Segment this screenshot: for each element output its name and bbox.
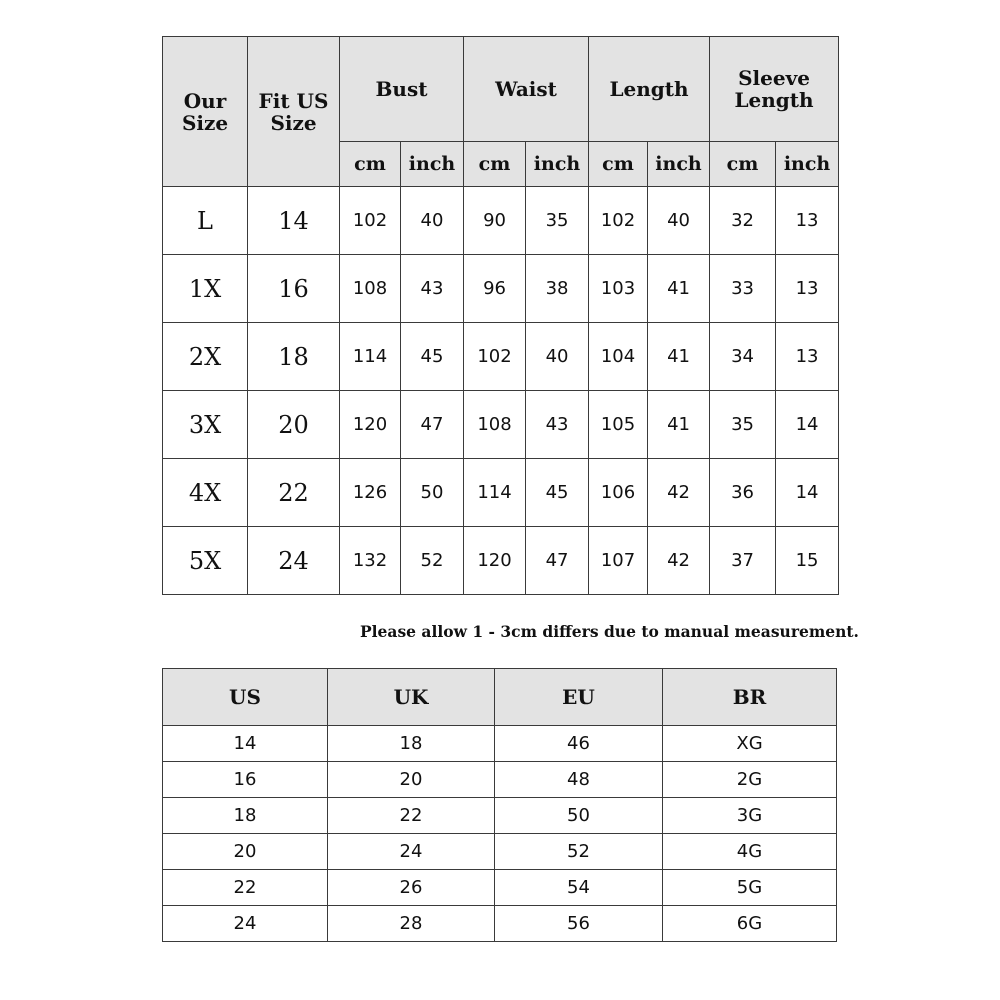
br-cell: 4G: [663, 834, 837, 870]
uk-cell: 20: [328, 762, 495, 798]
bust-inch-cell: 40: [401, 187, 464, 255]
waist-cm-cell: 120: [464, 527, 526, 595]
waist-cm-cell: 102: [464, 323, 526, 391]
length-inch-cell: 40: [648, 187, 710, 255]
sleeve-inch-cell: 15: [776, 527, 839, 595]
header-our-size: Our Size: [163, 37, 248, 187]
length-inch-cell: 41: [648, 391, 710, 459]
length-cm-cell: 103: [589, 255, 648, 323]
us-cell: 16: [163, 762, 328, 798]
us-cell: 20: [163, 834, 328, 870]
uk-cell: 24: [328, 834, 495, 870]
header-length: Length: [589, 37, 710, 142]
eu-cell: 52: [495, 834, 663, 870]
bust-cm-cell: 126: [340, 459, 401, 527]
sleeve-inch-cell: 13: [776, 187, 839, 255]
table-row: [163, 870, 837, 906]
eu-cell: 48: [495, 762, 663, 798]
sleeve-inch-cell: 14: [776, 459, 839, 527]
our-size-cell: 5X: [163, 527, 248, 595]
length-cm-cell: 104: [589, 323, 648, 391]
header-fit-us-size: Fit US Size: [248, 37, 340, 187]
table-row: [163, 459, 839, 527]
fit-us-cell: 24: [248, 527, 340, 595]
header-unit-cm: cm: [464, 142, 526, 187]
header-unit-cm: cm: [340, 142, 401, 187]
table-row: [163, 834, 837, 870]
length-inch-cell: 41: [648, 255, 710, 323]
our-size-cell: 4X: [163, 459, 248, 527]
table-row: [163, 323, 839, 391]
eu-cell: 56: [495, 906, 663, 942]
us-cell: 18: [163, 798, 328, 834]
header-bust: Bust: [340, 37, 464, 142]
fit-us-cell: 22: [248, 459, 340, 527]
header-unit-inch: inch: [526, 142, 589, 187]
waist-cm-cell: 96: [464, 255, 526, 323]
our-size-cell: 2X: [163, 323, 248, 391]
table-row: [163, 726, 837, 762]
header-uk: UK: [328, 669, 495, 726]
size-chart-table: [162, 36, 839, 595]
uk-cell: 26: [328, 870, 495, 906]
measurement-note: Please allow 1 - 3cm differs due to manual measurement.: [360, 622, 859, 641]
br-cell: 2G: [663, 762, 837, 798]
fit-us-cell: 16: [248, 255, 340, 323]
br-cell: 3G: [663, 798, 837, 834]
bust-cm-cell: 120: [340, 391, 401, 459]
sleeve-inch-cell: 13: [776, 255, 839, 323]
eu-cell: 50: [495, 798, 663, 834]
table-row: [163, 906, 837, 942]
sleeve-inch-cell: 14: [776, 391, 839, 459]
table-row: [163, 255, 839, 323]
sleeve-cm-cell: 35: [710, 391, 776, 459]
eu-cell: 46: [495, 726, 663, 762]
header-us: US: [163, 669, 328, 726]
fit-us-cell: 18: [248, 323, 340, 391]
our-size-cell: 3X: [163, 391, 248, 459]
sleeve-cm-cell: 33: [710, 255, 776, 323]
header-br: BR: [663, 669, 837, 726]
sleeve-inch-cell: 13: [776, 323, 839, 391]
length-cm-cell: 106: [589, 459, 648, 527]
bust-inch-cell: 45: [401, 323, 464, 391]
table-row: [163, 527, 839, 595]
table-row: [163, 391, 839, 459]
uk-cell: 18: [328, 726, 495, 762]
br-cell: XG: [663, 726, 837, 762]
header-unit-inch: inch: [648, 142, 710, 187]
table-row: [163, 187, 839, 255]
header-unit-cm: cm: [710, 142, 776, 187]
bust-inch-cell: 50: [401, 459, 464, 527]
waist-cm-cell: 108: [464, 391, 526, 459]
table-row: [163, 762, 837, 798]
fit-us-cell: 14: [248, 187, 340, 255]
length-inch-cell: 41: [648, 323, 710, 391]
waist-inch-cell: 45: [526, 459, 589, 527]
waist-inch-cell: 38: [526, 255, 589, 323]
us-cell: 22: [163, 870, 328, 906]
header-sleeve-length: Sleeve Length: [710, 37, 839, 142]
our-size-cell: L: [163, 187, 248, 255]
uk-cell: 22: [328, 798, 495, 834]
us-cell: 14: [163, 726, 328, 762]
length-cm-cell: 107: [589, 527, 648, 595]
length-cm-cell: 102: [589, 187, 648, 255]
waist-cm-cell: 114: [464, 459, 526, 527]
waist-inch-cell: 43: [526, 391, 589, 459]
uk-cell: 28: [328, 906, 495, 942]
header-unit-cm: cm: [589, 142, 648, 187]
length-cm-cell: 105: [589, 391, 648, 459]
eu-cell: 54: [495, 870, 663, 906]
bust-cm-cell: 132: [340, 527, 401, 595]
header-unit-inch: inch: [401, 142, 464, 187]
sleeve-cm-cell: 32: [710, 187, 776, 255]
us-cell: 24: [163, 906, 328, 942]
fit-us-cell: 20: [248, 391, 340, 459]
size-conversion-table: [162, 668, 837, 942]
bust-inch-cell: 47: [401, 391, 464, 459]
length-inch-cell: 42: [648, 527, 710, 595]
table-row: [163, 798, 837, 834]
header-eu: EU: [495, 669, 663, 726]
sleeve-cm-cell: 36: [710, 459, 776, 527]
header-waist: Waist: [464, 37, 589, 142]
bust-cm-cell: 114: [340, 323, 401, 391]
waist-inch-cell: 47: [526, 527, 589, 595]
br-cell: 6G: [663, 906, 837, 942]
br-cell: 5G: [663, 870, 837, 906]
waist-inch-cell: 40: [526, 323, 589, 391]
bust-inch-cell: 52: [401, 527, 464, 595]
waist-inch-cell: 35: [526, 187, 589, 255]
bust-inch-cell: 43: [401, 255, 464, 323]
length-inch-cell: 42: [648, 459, 710, 527]
sleeve-cm-cell: 34: [710, 323, 776, 391]
our-size-cell: 1X: [163, 255, 248, 323]
waist-cm-cell: 90: [464, 187, 526, 255]
header-unit-inch: inch: [776, 142, 839, 187]
bust-cm-cell: 102: [340, 187, 401, 255]
bust-cm-cell: 108: [340, 255, 401, 323]
sleeve-cm-cell: 37: [710, 527, 776, 595]
